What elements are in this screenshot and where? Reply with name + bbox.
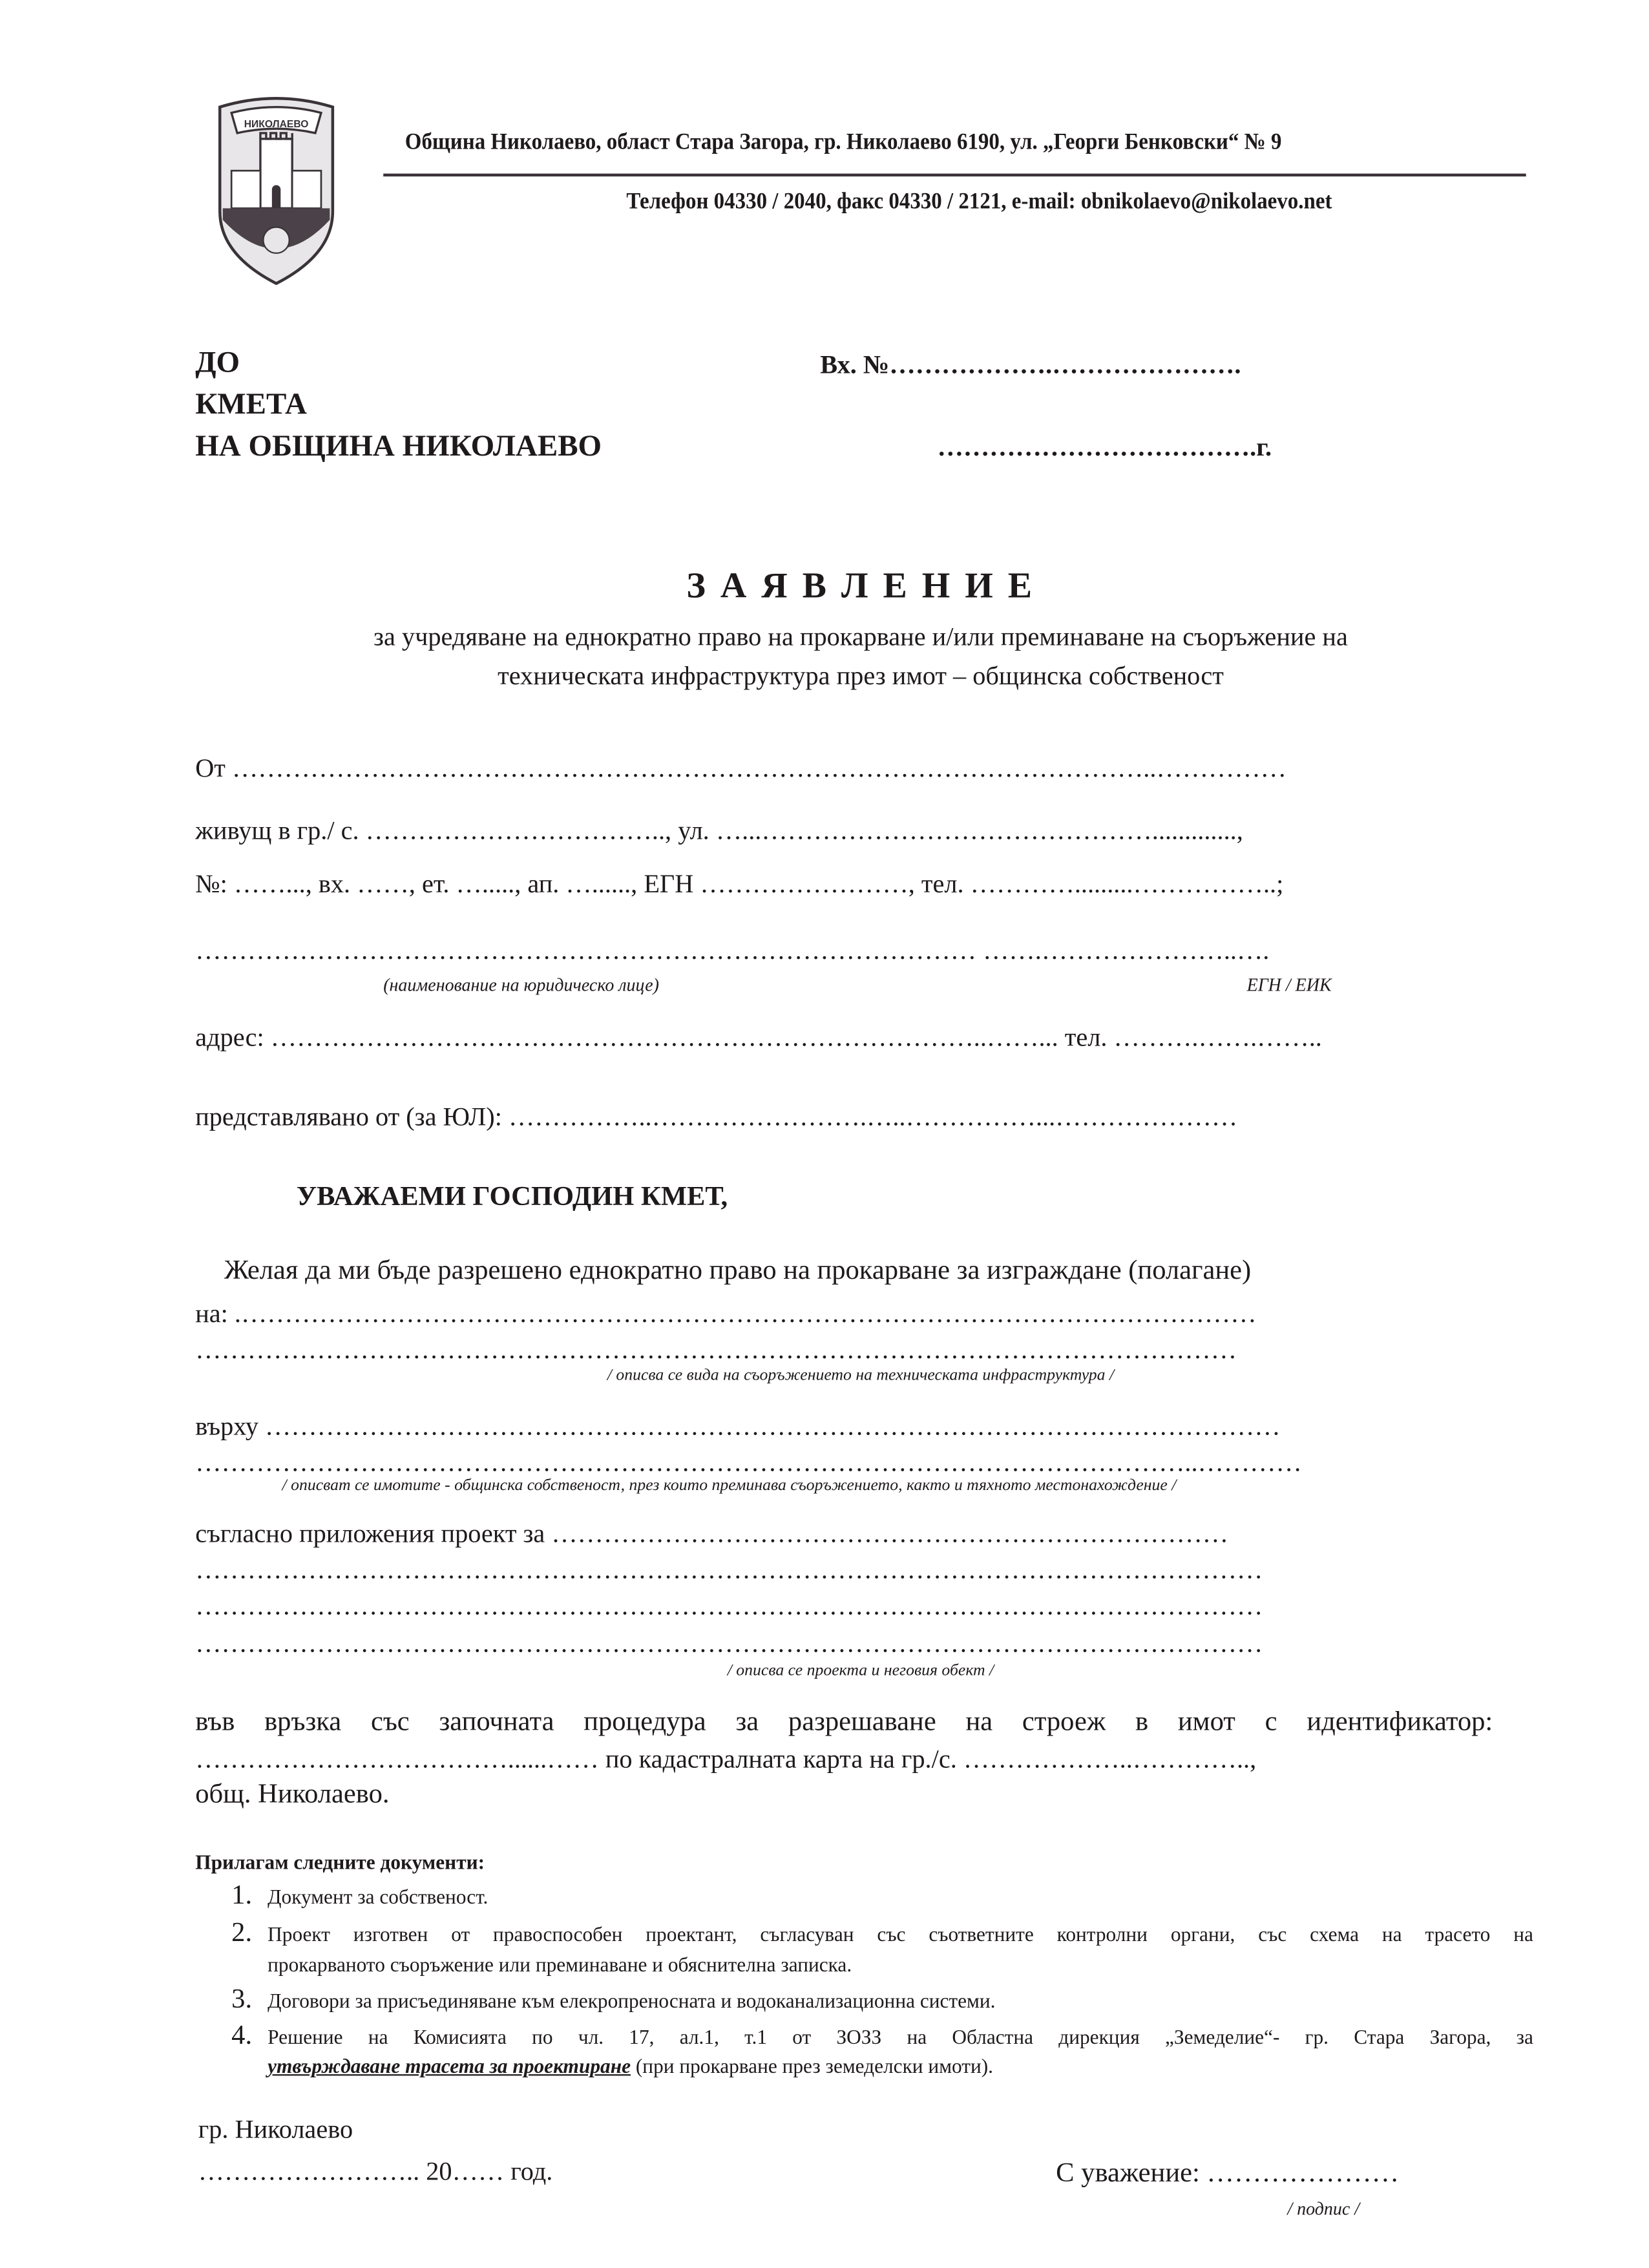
attachment-item-4-cont [268,2059,993,2079]
egn-eik-caption: ЕГН / ЕИК [1246,974,1332,996]
incoming-date-field[interactable]: ……………………………….г. [937,432,1272,462]
svg-text:НИКОЛАЕВО: НИКОЛАЕВО [244,118,309,130]
addressee-line-3: НА ОБЩИНА НИКОЛАЕВО [195,428,602,463]
attachment-item-3: Договори за присъединяване към елекропреносната и водоканализационна системи. [268,1991,996,2014]
cadastre-field[interactable]: ………………………………......…… по кадастралната карта на гр./с. ………………..………….., [195,1744,1257,1774]
procedure-text: във връзка със започната процедура за разрешаване на строеж в имот с идентификатор: [195,1706,1493,1738]
place-text: гр. Николаево [198,2114,353,2144]
legal-entity-caption: (наименование на юридическо лице) [383,974,659,996]
document-title: З А Я В Л Е Н И Е [686,567,1035,606]
attachment-item-2: Проект изготвен от правоспособен проектант, съгласуван със съответните контролни органи, със схема на трасето на [268,1925,1533,1948]
infrastructure-field-cont[interactable]: ………………………………………………………………………………………………………… [195,1335,1237,1364]
infrastructure-caption: / описва се вида на съоръжението на техническата инфраструктура / [607,1367,1115,1385]
subtitle-line-2: техническата инфраструктура през имот – общинска собственост [498,661,1224,690]
project-field-cont-3[interactable]: …………………………………………………………………………………………………………… [195,1628,1263,1658]
legal-entity-field[interactable]: ……………………………………………………………………………… …….…………………..…. [195,936,1270,965]
residence-field[interactable]: живущ в гр./ с. …………………………….., ул. …...………………………………………............., [195,815,1243,845]
project-field-cont-1[interactable]: …………………………………………………………………………………………………………… [195,1555,1263,1584]
attachments-heading: Прилагам следните документи: [195,1853,485,1875]
address-number-field[interactable]: №: ……..., вх. ……, ет. …....., ап. …......, ЕГН ……………………, тел. ………….........……………..; [195,869,1284,899]
project-caption: / описва се проекта и неговия обект / [727,1662,994,1680]
incoming-number-field[interactable]: Вх. №……………….…………………. [820,350,1241,379]
attachment-item-4: Решение на Комисията по чл. 17, ал.1, т.1 от ЗОЗЗ на Областна дирекция „Земеделие“- гр. Стара Загора, за [268,2028,1533,2050]
addressee-line-1: ДО [195,344,240,379]
municipality-coat-of-arms-logo [214,96,339,286]
emphasized-text: утвърждаване трасета за проектиране [268,2057,631,2079]
properties-field[interactable]: върху ……………………………………………………………………………………………………… [195,1411,1281,1441]
attachment-number: 4. [231,2021,253,2052]
header-divider [383,174,1526,176]
project-field[interactable]: съгласно приложения проект за …………………………………………………………………… [195,1518,1229,1548]
salutation: УВАЖАЕМИ ГОСПОДИН КМЕТ, [296,1181,728,1212]
attachment-number: 3. [231,1984,253,2015]
attachment-item-1: Документ за собственост. [268,1887,488,1909]
properties-field-cont[interactable]: ……………………………………………………………………………………………………..………… [195,1447,1302,1477]
header-address: Община Николаево, област Стара Загора, гр. Николаево 6190, ул. „Георги Бенковски“ № 9 [404,130,1282,155]
represented-by-field[interactable]: представлявано от (за ЮЛ): ……………..…………………….…..……………...………………… [195,1102,1238,1131]
signature-field[interactable]: С уважение: ………………… [1056,2158,1400,2189]
infrastructure-field[interactable]: на: .……………………………………………………………………………………………………… [195,1299,1257,1328]
signature-caption: / подпис / [1287,2198,1360,2220]
date-field[interactable]: …………………….. 20…… год. [198,2156,553,2186]
project-field-cont-2[interactable]: …………………………………………………………………………………………………………… [195,1591,1263,1621]
attachment-number: 1. [231,1880,253,1911]
header-contacts: Телефон 04330 / 2040, факс 04330 / 2121, e-mail: obnikolaevo@nikolaevo.net [626,189,1332,215]
addressee-line-2: КМЕТА [195,386,308,421]
properties-caption: / описват се имотите - общинска собственост, през които преминава съоръжението, както и тяхното местонахождение / [282,1476,1177,1495]
attachment-item-4-rest: (при прокарване през земеделски имоти). [631,2057,994,2079]
subtitle-line-1: за учредяване на еднократно право на прокарване и/или преминаване на съоръжение на [373,622,1348,651]
from-field[interactable]: От ……………………………………………………………………………………………..…………… [195,753,1287,783]
attachment-number: 2. [231,1918,253,1949]
municipality-text: общ. Николаево. [195,1779,390,1810]
legal-address-field[interactable]: адрес: ………………………………………………………………………..……... тел. ……….…….…….. [195,1022,1322,1052]
attachment-item-2-cont: прокарваното съоръжение или преминаване и обяснителна записка. [268,1955,852,1978]
request-text: Желая да ми бъде разрешено еднократно право на прокарване за изграждане (полагане) [224,1255,1252,1286]
